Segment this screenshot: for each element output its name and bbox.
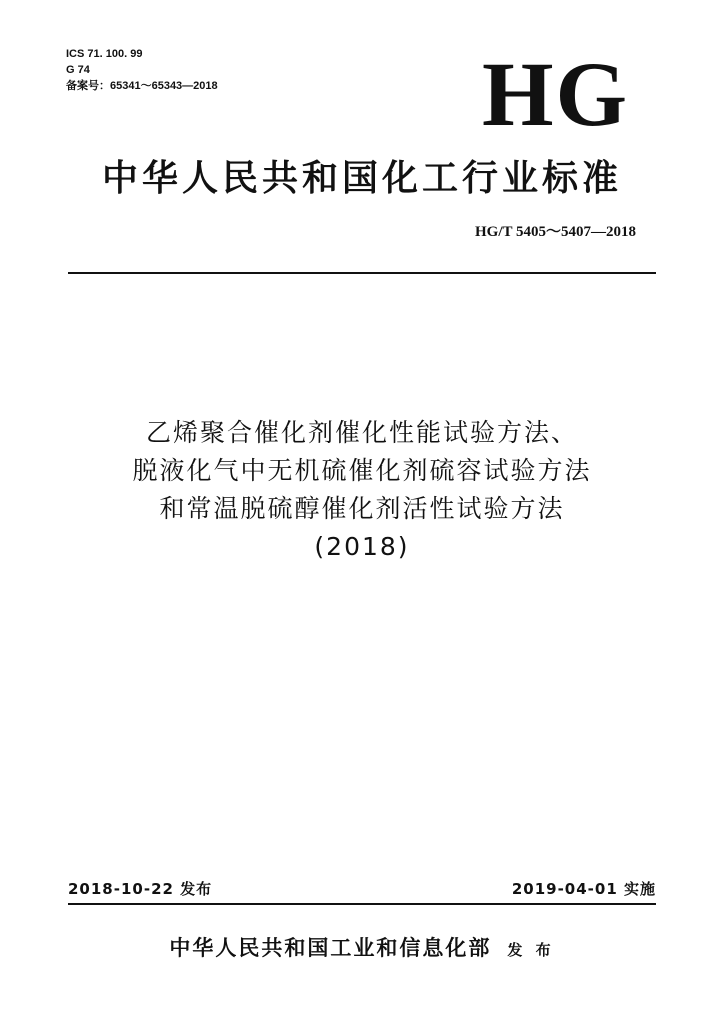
document-title [0,414,724,566]
ics-code: ICS 71. 100. 99 [66,48,143,60]
document-title-line-2: 脱液化气中无机硫催化剂硫容试验方法 [132,456,592,485]
publisher-org: 中华人民共和国工业和信息化部 [169,936,492,960]
classification-block [66,46,218,94]
class-code: G 74 [66,64,90,76]
implementation-date: 2019-04-01 实施 [511,880,656,898]
document-title-line-3: 和常温脱硫醇催化剂活性试验方法 [159,494,565,523]
record-number: 备案号：65341～65343—2018 [66,80,218,92]
document-title-year: (2018) [314,532,410,561]
publisher-line [0,932,724,962]
top-divider [68,272,656,274]
issue-date: 2018-10-22 发布 [68,880,213,898]
bottom-divider [68,903,656,905]
hg-logo: HG [482,43,630,145]
publish-action: 发 布 [507,941,555,959]
standard-code: HG/T 5405～5407—2018 [475,224,636,240]
document-title-line-1: 乙烯聚合催化剂催化性能试验方法、 [145,418,578,447]
standard-category-title: 中华人民共和国化工行业标准 [101,158,622,199]
